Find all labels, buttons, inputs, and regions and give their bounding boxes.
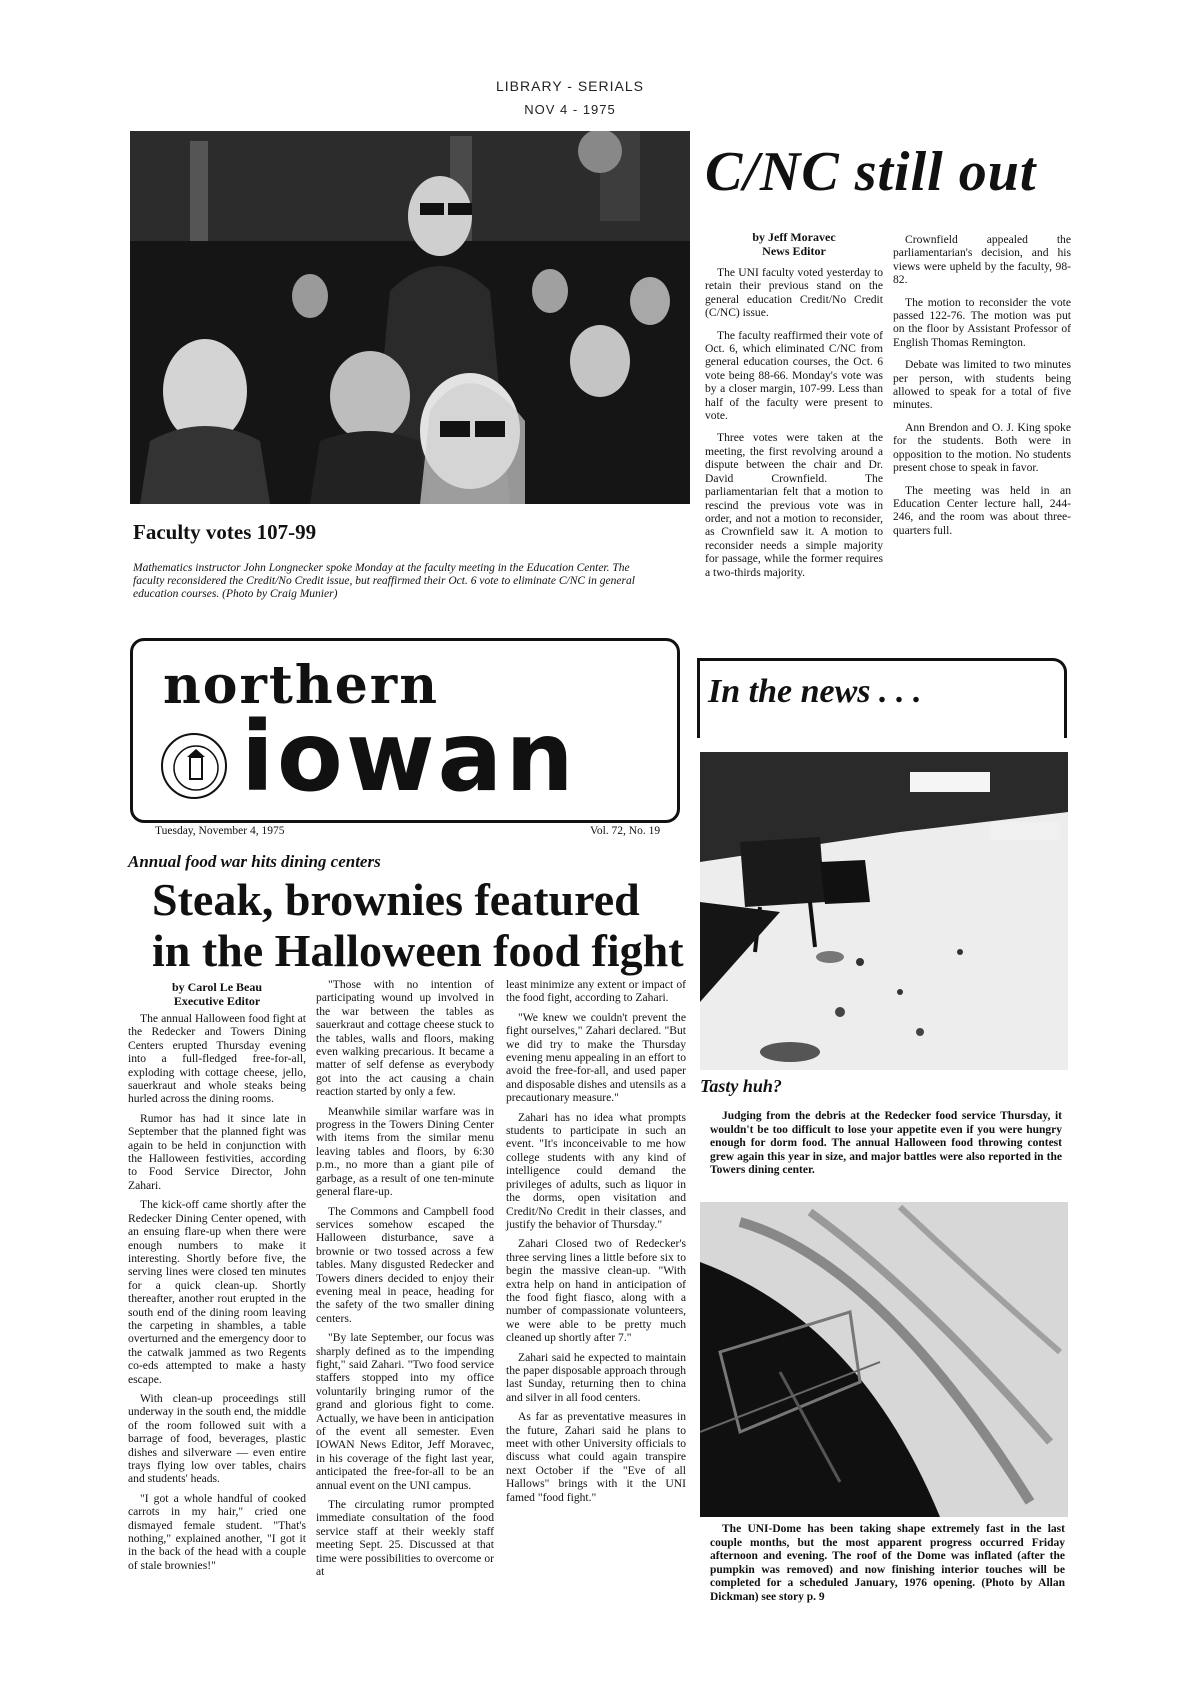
cnc-paragraph: Crownfield appealed the parliamentarian's decision, and his views were upheld by the faculty, 98-82. [893,233,1071,287]
food-paragraph: least minimize any extent or impact of the food fight, according to Zahari. [506,978,686,1005]
debris-photo-caption: Judging from the debris at the Redecker food service Thursday, it wouldn't be too difficult to lose your appetite even if you were hungry enough for dorm food. The annual Halloween food throwing contest grew again this year in size, and major battles were also reported in the Towers dining center. [710,1110,1062,1176]
cnc-byline [705,230,883,258]
library-stamp [470,78,670,117]
cnc-headline: C/NC still out [705,141,1037,203]
food-paragraph: "We knew we couldn't prevent the fight ourselves," Zahari declared. "But we did try to make the Thursday evening menu appealing in an effort to avoid the free-for-all, and used paper and disposable dishes and utensils as a precautionary measure." [506,1010,686,1105]
faculty-photo-title: Faculty votes 107-99 [133,520,317,544]
masthead [130,638,680,823]
food-paragraph: Zahari Closed two of Redecker's three serving lines a little before six to begin the massive clean-up. "With extra help on hand in anticipation of the food fight fiasco, along with a number of compassionate volunteers, we were able to be pretty much cleaned up shortly after 7." [506,1237,686,1345]
faculty-meeting-photo [130,131,690,504]
cnc-column-1 [705,230,883,588]
cnc-paragraph: The meeting was held in an Education Center lecture hall, 244-246, and the room was about three-quarters full. [893,483,1071,537]
cnc-paragraph: Debate was limited to two minutes per person, with students being allowed to speak for a total of five minutes. [893,358,1071,412]
food-paragraph: The annual Halloween food fight at the Redecker and Towers Dining Centers erupted Thursday evening into a full-fledged free-for-all, exploding with cottage cheese, jello, sauerkraut and whole steaks being hurled across the dining rooms. [128,1012,306,1106]
dining-room-debris-photo [700,752,1068,1070]
uni-dome-caption: The UNI-Dome has been taking shape extremely fast in the last couple months, but the most apparent progress occurred Friday afternoon and evening. The roof of the Dome was inflated (after the pumpkin was removed) and now finishing interior touches will be completed for a scheduled January, 1976 opening. (Photo by Allan Dickman) see story p. 9 [710,1523,1065,1603]
food-story-headline-line1: Steak, brownies featured [152,874,640,925]
food-story-headline-line2: in the Halloween food fight [152,925,684,976]
food-column-1 [128,980,306,1578]
in-the-news-box [697,658,1067,738]
masthead-volume: Vol. 72, No. 19 [590,825,661,837]
food-byline [128,980,306,1008]
food-paragraph: Zahari has no idea what prompts students to participate in such an event. "It's inconceivable to me how college students with any kind of intelligence could demand the privileges of adults, such as liquor in the dorms, open visitation and Credit/No Credit in their classes, and justify the behavior of Thursday." [506,1110,686,1231]
cnc-byline-name: by Jeff Moravec [752,230,836,244]
cnc-paragraph: The UNI faculty voted yesterday to retain their previous stand on the general education Credit/No Credit (C/NC) issue. [705,266,883,320]
food-paragraph: With clean-up proceedings still underway in the south end, the middle of the room followed suit with a barrage of food, beverages, plastic dishes and silverware — even entire trays flying low over tables, chairs and students' heads. [128,1391,306,1486]
food-paragraph: Meanwhile similar warfare was in progress in the Towers Dining Center with items from the similar menu leaving tables and floors, by 6:30 p.m., no more than a giant pile of garbage, as a result of one ten-minute general flare-up. [316,1104,494,1199]
food-paragraph: Zahari said he expected to maintain the paper disposable approach through last Sunday, returning then to china and silver in all food centers. [506,1350,686,1404]
food-paragraph: "I got a whole handful of cooked carrots in my hair," cried one dismayed female student. "That's nothing," explained another, "I got it in the back of the head with a couple of stale brownies!" [128,1491,306,1572]
food-paragraph: The Commons and Campbell food services somehow escaped the Halloween disturbance, save a brownie or two tossed across a few tables. Many disgusted Redecker and Towers diners decided to enjoy their evening meal in peace, heading for the safety of the two smaller dining centers. [316,1204,494,1325]
faculty-photo-caption: Mathematics instructor John Longnecker spoke Monday at the faculty meeting in the Education Center. The faculty reconsidered the Credit/No Credit issue, but reaffirmed their Oct. 6 vote to eliminate C/NC in general education courses. (Photo by Craig Munier) [133,562,635,600]
cnc-column-2 [893,233,1071,546]
food-byline-title: Executive Editor [173,994,261,1008]
food-column-3 [506,978,686,1510]
cnc-byline-title: News Editor [762,244,826,258]
food-byline-name: by Carol Le Beau [171,980,263,994]
masthead-date: Tuesday, November 4, 1975 [155,825,285,837]
food-story-kicker: Annual food war hits dining centers [128,852,381,871]
cnc-paragraph: Three votes were taken at the meeting, the first revolving around a dispute between the chair and Dr. David Crownfield. The parliamentarian felt that a motion to rescind the previous vote was in order, and not a motion to reconsider, as Crownfield saw it. A motion to reconsider needs a simple majority for passage, while the former requires a two-thirds majority. [705,431,883,579]
cnc-paragraph: The motion to reconsider the vote passed 122-76. The motion was put on the floor by Assistant Professor of English Thomas Remington. [893,295,1071,349]
library-stamp-date: NOV 4 - 1975 [524,102,616,117]
cnc-paragraph: The faculty reaffirmed their vote of Oct. 6, which eliminated C/NC from general education courses, the Oct. 6 vote being 88-66. Monday's vote was by a closer margin, 107-99. Less than half of the faculty were present to vote. [705,328,883,423]
university-seal-icon [161,733,227,799]
masthead-northern: northern [163,655,439,716]
food-paragraph: As far as preventative measures in the future, Zahari said he plans to meet with other University officials to discuss what could again transpire next October if the "Eve of all Hallows" brings with it the UNI famed "food fight." [506,1410,686,1504]
food-paragraph: "Those with no intention of participating wound up involved in the war between the tables as sauerkraut and cottage cheese stuck to the tables, walls and floors, making even walking precarious. It became a matter of self defense as everybody got into the act causing a chain reaction started by only a few. [316,978,494,1099]
in-the-news-header: In the news . . . [708,673,922,710]
masthead-iowan: iowan [241,701,577,813]
food-paragraph: The circulating rumor prompted immediate consultation of the food service staff at their weekly staff meeting Sept. 25. Discussed at that time were possibilities to overcome or at [316,1498,494,1579]
cnc-paragraph: Ann Brendon and O. J. King spoke for the students. Both were in opposition to the motion. No students present chose to speak in favor. [893,420,1071,475]
food-paragraph: The kick-off came shortly after the Redecker Dining Center opened, with an ensuing flare-up when there were enough numbers to make it interesting. Shortly before five, the serving lines were closed ten minutes for a quick clean-up. Shortly thereafter, another rout erupted in the south end of the dining room leaving the carpeting in shambles, a table overturned and the emergency door to the catwalk jammed as two Regents co-eds attempted to make a hasty escape. [128,1198,306,1386]
food-paragraph: Rumor has had it since late in September that the planned fight was again to be held in conjunction with the Halloween festivities, according to Food Service Director, John Zahari. [128,1111,306,1192]
library-stamp-label: LIBRARY - SERIALS [496,78,644,94]
uni-dome-photo [700,1202,1068,1517]
food-column-2 [316,978,494,1584]
tasty-huh-title: Tasty huh? [700,1076,782,1096]
food-paragraph: "By late September, our focus was sharply defined as to the impending fight," said Zahari. "Two food service staffers stopped into my office voluntarily bringing rumor of the grand and glorious fight to come. Actually, we have been in anticipation of the event all semester. Even IOWAN News Editor, Jeff Moravec, in his coverage of the fight last year, anticipated the free-for-all to be an annual event on the UNI campus. [316,1331,494,1492]
